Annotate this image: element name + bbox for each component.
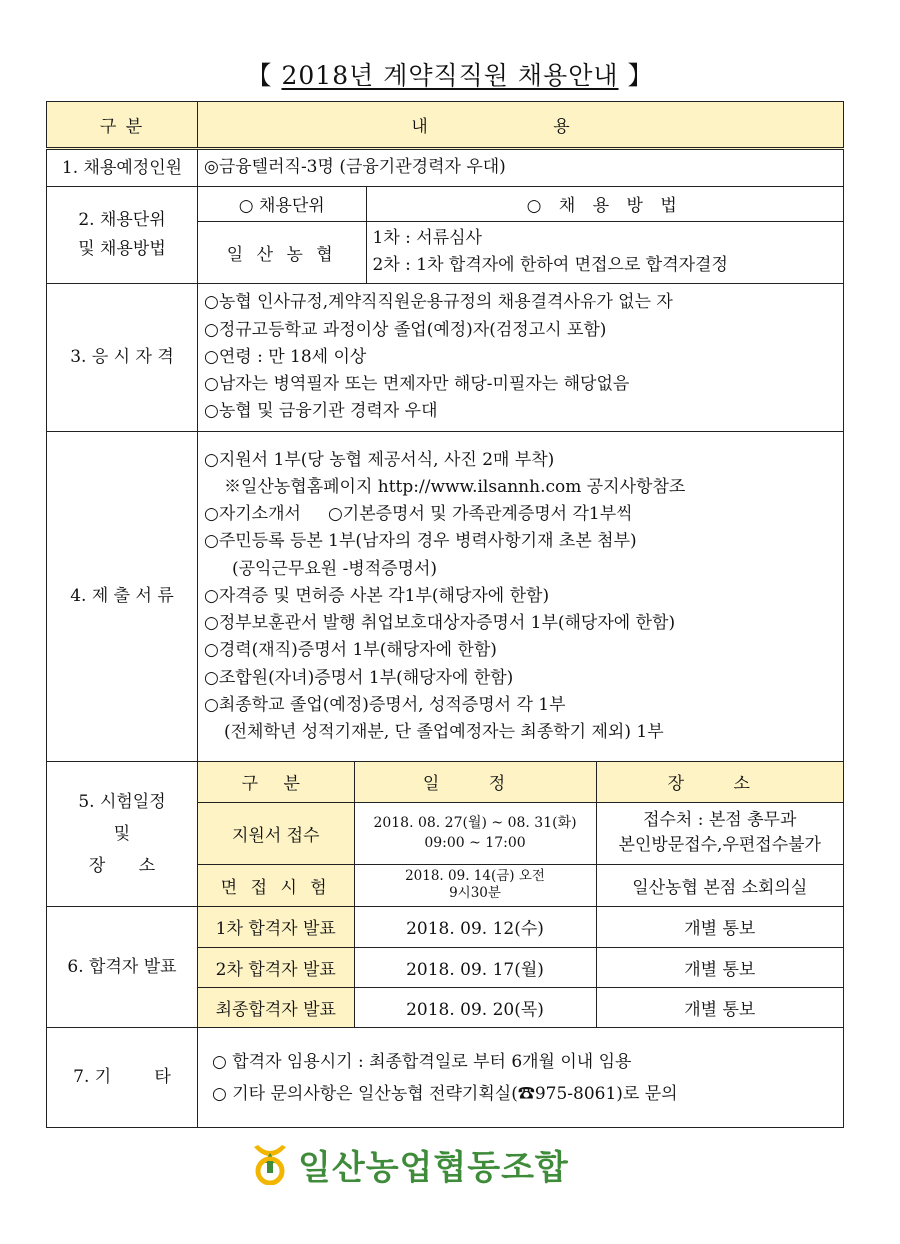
announcement-note: 개별 통보 bbox=[596, 907, 843, 947]
schedule-place: 일산농협 본점 소회의실 bbox=[596, 864, 843, 906]
schedule-div: 면 접 시 험 bbox=[198, 864, 354, 906]
row-unit-method bbox=[47, 187, 844, 284]
announcement-label: 6. 합격자 발표 bbox=[47, 907, 198, 1028]
schedule-label-line1: 5. 시험일정 bbox=[78, 792, 166, 812]
announcement-date: 2018. 09. 12(수) bbox=[354, 907, 596, 947]
document-item: ○자격증 및 면허증 사본 각1부(해당자에 한함) bbox=[204, 585, 550, 606]
schedule-header-row bbox=[198, 762, 843, 802]
schedule-subtable bbox=[198, 762, 843, 906]
unit-method-subtable bbox=[198, 187, 843, 283]
document-item: ○정부보훈관서 발행 취업보호대상자증명서 1부(해당자에 한함) bbox=[204, 613, 676, 634]
document-item: ○지원서 1부(당 농협 제공서식, 사진 2매 부착) bbox=[204, 449, 555, 470]
announcement-div: 2차 합격자 발표 bbox=[198, 947, 354, 987]
announcement-div: 최종합격자 발표 bbox=[198, 987, 354, 1027]
document-note: (공익근무요원 -병적증명서) bbox=[232, 558, 438, 579]
schedule-label bbox=[47, 762, 198, 907]
document-item: ○최종학교 졸업(예정)증명서, 성적증명서 각 1부 bbox=[204, 694, 566, 715]
nh-emblem-icon bbox=[250, 1143, 290, 1185]
schedule-h-place: 장 소 bbox=[596, 762, 843, 802]
schedule-row bbox=[198, 802, 843, 864]
schedule-date-line2: 09:00 ~ 17:00 bbox=[424, 835, 526, 851]
other-item: ○ 기타 문의사항은 일산농협 전략기획실(☎975-8061)로 문의 bbox=[212, 1083, 678, 1104]
title-close-bracket: 】 bbox=[627, 61, 654, 90]
schedule-date bbox=[354, 802, 596, 864]
schedule-place bbox=[596, 802, 843, 864]
method-line2: 2차 : 1차 합격자에 한하여 면접으로 합격자결정 bbox=[372, 255, 728, 276]
eligibility-label: 3. 응 시 자 격 bbox=[47, 284, 198, 432]
announcement-row bbox=[198, 907, 843, 947]
document-note: (전체학년 성적기재분, 단 졸업예정자는 최종학기 제외) 1부 bbox=[224, 721, 664, 742]
method-value bbox=[366, 221, 843, 283]
method-line1: 1차 : 서류심사 bbox=[372, 228, 482, 249]
header-category: 구 분 bbox=[47, 102, 198, 149]
schedule-date-line2: 9시30분 bbox=[449, 885, 501, 902]
page-title bbox=[0, 56, 900, 92]
announcement-note: 개별 통보 bbox=[596, 987, 843, 1027]
announcement-div: 1차 합격자 발표 bbox=[198, 907, 354, 947]
document-item: ○주민등록 등본 1부(남자의 경우 병력사항기재 초본 첨부) bbox=[204, 531, 637, 552]
unit-value: 일 산 농 협 bbox=[198, 221, 366, 283]
other-label: 7. 기 타 bbox=[47, 1028, 198, 1128]
other-content bbox=[198, 1028, 844, 1128]
title-open-bracket: 【 bbox=[246, 61, 273, 90]
eligibility-item: ○농협 인사규정,계약직직원운용규정의 채용결격사유가 없는 자 bbox=[204, 292, 673, 313]
unit-method-label-line2: 및 채용방법 bbox=[78, 239, 166, 259]
announcement-row bbox=[198, 987, 843, 1027]
schedule-place-line2: 본인방문접수,우편접수불가 bbox=[618, 835, 821, 855]
eligibility-item: ○남자는 병역필자 또는 면제자만 해당-미필자는 해당없음 bbox=[204, 374, 630, 395]
document-item: ○경력(재직)증명서 1부(해당자에 한함) bbox=[204, 640, 497, 661]
method-header: ○ 채 용 방 법 bbox=[366, 187, 843, 221]
table-header-row bbox=[47, 102, 844, 149]
schedule-h-date: 일 정 bbox=[354, 762, 596, 802]
document-note: ※일산농협홈페이지 http://www.ilsannh.com 공지사항참조 bbox=[224, 477, 686, 498]
row-eligibility bbox=[47, 284, 844, 432]
unit-header: ○ 채용단위 bbox=[198, 187, 366, 221]
unit-method-label-line1: 2. 채용단위 bbox=[78, 210, 166, 231]
eligibility-item: ○정규고등학교 과정이상 졸업(예정)자(검정고시 포함) bbox=[204, 319, 607, 340]
nh-logo bbox=[250, 1142, 670, 1186]
headcount-label: 1. 채용예정인원 bbox=[47, 149, 198, 187]
document-item: ○자기소개서 ○기본증명서 및 가족관계증명서 각1부씩 bbox=[204, 504, 633, 525]
nh-logo-text: 일산농업협동조합 bbox=[298, 1147, 569, 1188]
recruitment-table bbox=[46, 101, 844, 1128]
schedule-date bbox=[354, 864, 596, 906]
title-text: 2018년 계약직직원 채용안내 bbox=[281, 61, 619, 90]
headcount-content: ◎금융텔러직-3명 (금융기관경력자 우대) bbox=[198, 149, 844, 187]
schedule-place-line1: 접수처 : 본점 총무과 bbox=[643, 810, 797, 830]
documents-content bbox=[198, 432, 844, 762]
row-announcement bbox=[47, 907, 844, 1028]
schedule-div: 지원서 접수 bbox=[198, 802, 354, 864]
announcement-date: 2018. 09. 17(월) bbox=[354, 947, 596, 987]
announcement-row bbox=[198, 947, 843, 987]
row-headcount bbox=[47, 149, 844, 187]
document-item: ○조합원(자녀)증명서 1부(해당자에 한함) bbox=[204, 667, 514, 688]
other-item: ○ 합격자 임용시기 : 최종합격일로 부터 6개월 이내 임용 bbox=[212, 1051, 632, 1072]
schedule-date-line1: 2018. 09. 14(금) 오전 bbox=[405, 868, 545, 885]
schedule-h-div: 구 분 bbox=[198, 762, 354, 802]
row-other bbox=[47, 1028, 844, 1128]
documents-label: 4. 제 출 서 류 bbox=[47, 432, 198, 762]
eligibility-item: ○연령 : 만 18세 이상 bbox=[204, 346, 367, 367]
schedule-label-line3: 장 소 bbox=[88, 856, 170, 876]
announcement-note: 개별 통보 bbox=[596, 947, 843, 987]
unit-method-label bbox=[47, 187, 198, 284]
schedule-label-line2: 및 bbox=[113, 824, 131, 844]
row-schedule bbox=[47, 762, 844, 907]
announcement-date: 2018. 09. 20(목) bbox=[354, 987, 596, 1027]
eligibility-content bbox=[198, 284, 844, 432]
schedule-date-line1: 2018. 08. 27(월) ~ 08. 31(화) bbox=[373, 815, 577, 831]
announcement-subtable bbox=[198, 907, 843, 1027]
eligibility-item: ○농협 및 금융기관 경력자 우대 bbox=[204, 401, 438, 422]
schedule-row bbox=[198, 864, 843, 906]
header-content: 내 용 bbox=[198, 102, 844, 149]
row-documents bbox=[47, 432, 844, 762]
